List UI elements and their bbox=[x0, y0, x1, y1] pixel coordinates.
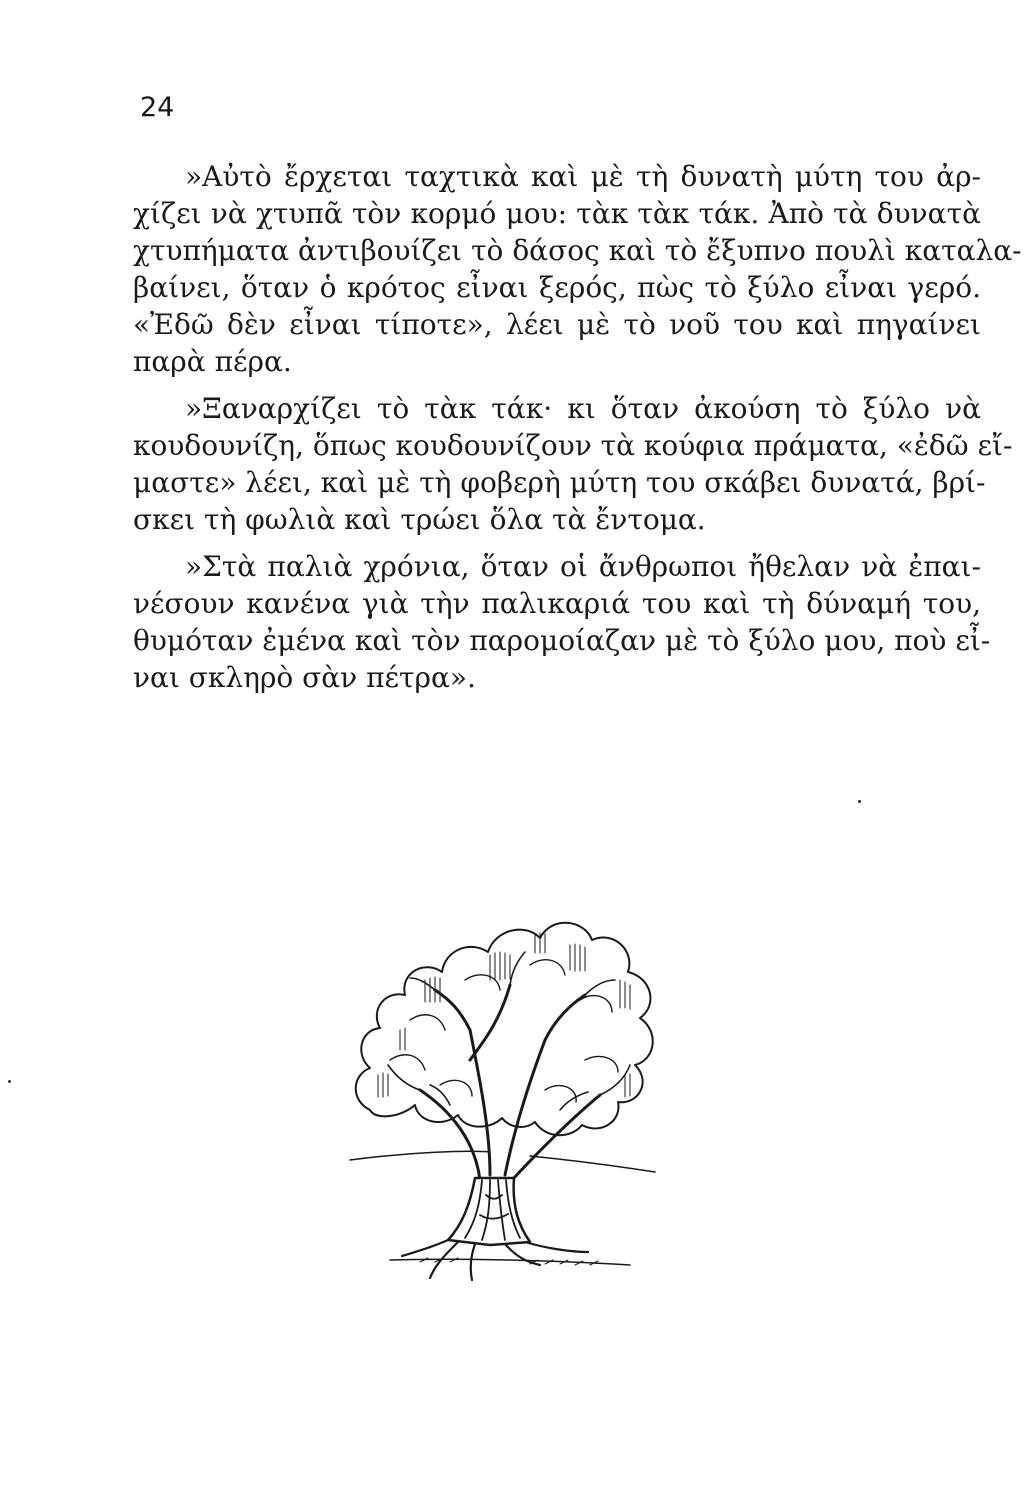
text-line: ναι σκληρὸ σὰν πέτρα». bbox=[133, 661, 476, 694]
text-line: μαστε» λέει, καὶ μὲ τὴ φοβερὴ μύτη του σκάβει δυνατά, βρί- bbox=[133, 466, 986, 499]
text-line: »Ξαναρχίζει τὸ τὰκ τάκ· κι ὅταν ἀκούση τὸ ξύλο νὰ bbox=[185, 392, 981, 425]
text-line: σκει τὴ φωλιὰ καὶ τρώει ὅλα τὰ ἔντομα. bbox=[133, 503, 706, 536]
text-line: »Αὐτὸ ἔρχεται ταχτικὰ καὶ μὲ τὴ δυνατὴ μύτη του ἀρ- bbox=[185, 160, 981, 193]
oak-tree-icon bbox=[330, 860, 670, 1310]
page-number: 24 bbox=[140, 92, 175, 123]
paragraph bbox=[133, 548, 991, 696]
text-line: χίζει νὰ χτυπᾶ τὸν κορμό μου: τὰκ τὰκ τάκ. Ἀπὸ τὰ δυνατὰ bbox=[133, 197, 981, 230]
text-line: θυμόταν ἐμένα καὶ τὸν παρομοίαζαν μὲ τὸ ξύλο μου, ποὺ εἶ- bbox=[133, 624, 991, 657]
text-line: «Ἐδῶ δὲν εἶναι τίποτε», λέει μὲ τὸ νοῦ του καὶ πηγαίνει bbox=[133, 308, 981, 341]
paragraph bbox=[133, 158, 1022, 380]
text-line: παρὰ πέρα. bbox=[133, 345, 292, 378]
text-block bbox=[133, 158, 1022, 696]
text-line: κουδουνίζη, ὅπως κουδουνίζουν τὰ κούφια πράματα, «ἐδῶ εἴ- bbox=[133, 429, 1013, 462]
text-line: χτυπήματα ἀντιβουίζει τὸ δάσος καὶ τὸ ἔξυπνο πουλὶ καταλα- bbox=[133, 234, 1022, 267]
print-speck bbox=[8, 1080, 11, 1083]
text-line: νέσουν κανένα γιὰ τὴν παλικαριά του καὶ τὴ δύναμή του, bbox=[133, 587, 981, 620]
paragraph bbox=[133, 390, 1013, 538]
text-line: βαίνει, ὅταν ὁ κρότος εἶναι ξερός, πὼς τὸ ξύλο εἶναι γερό. bbox=[133, 271, 981, 304]
print-speck bbox=[858, 800, 861, 803]
text-line: »Στὰ παλιὰ χρόνια, ὅταν οἱ ἄνθρωποι ἤθελαν νὰ ἐπαι- bbox=[185, 550, 981, 583]
